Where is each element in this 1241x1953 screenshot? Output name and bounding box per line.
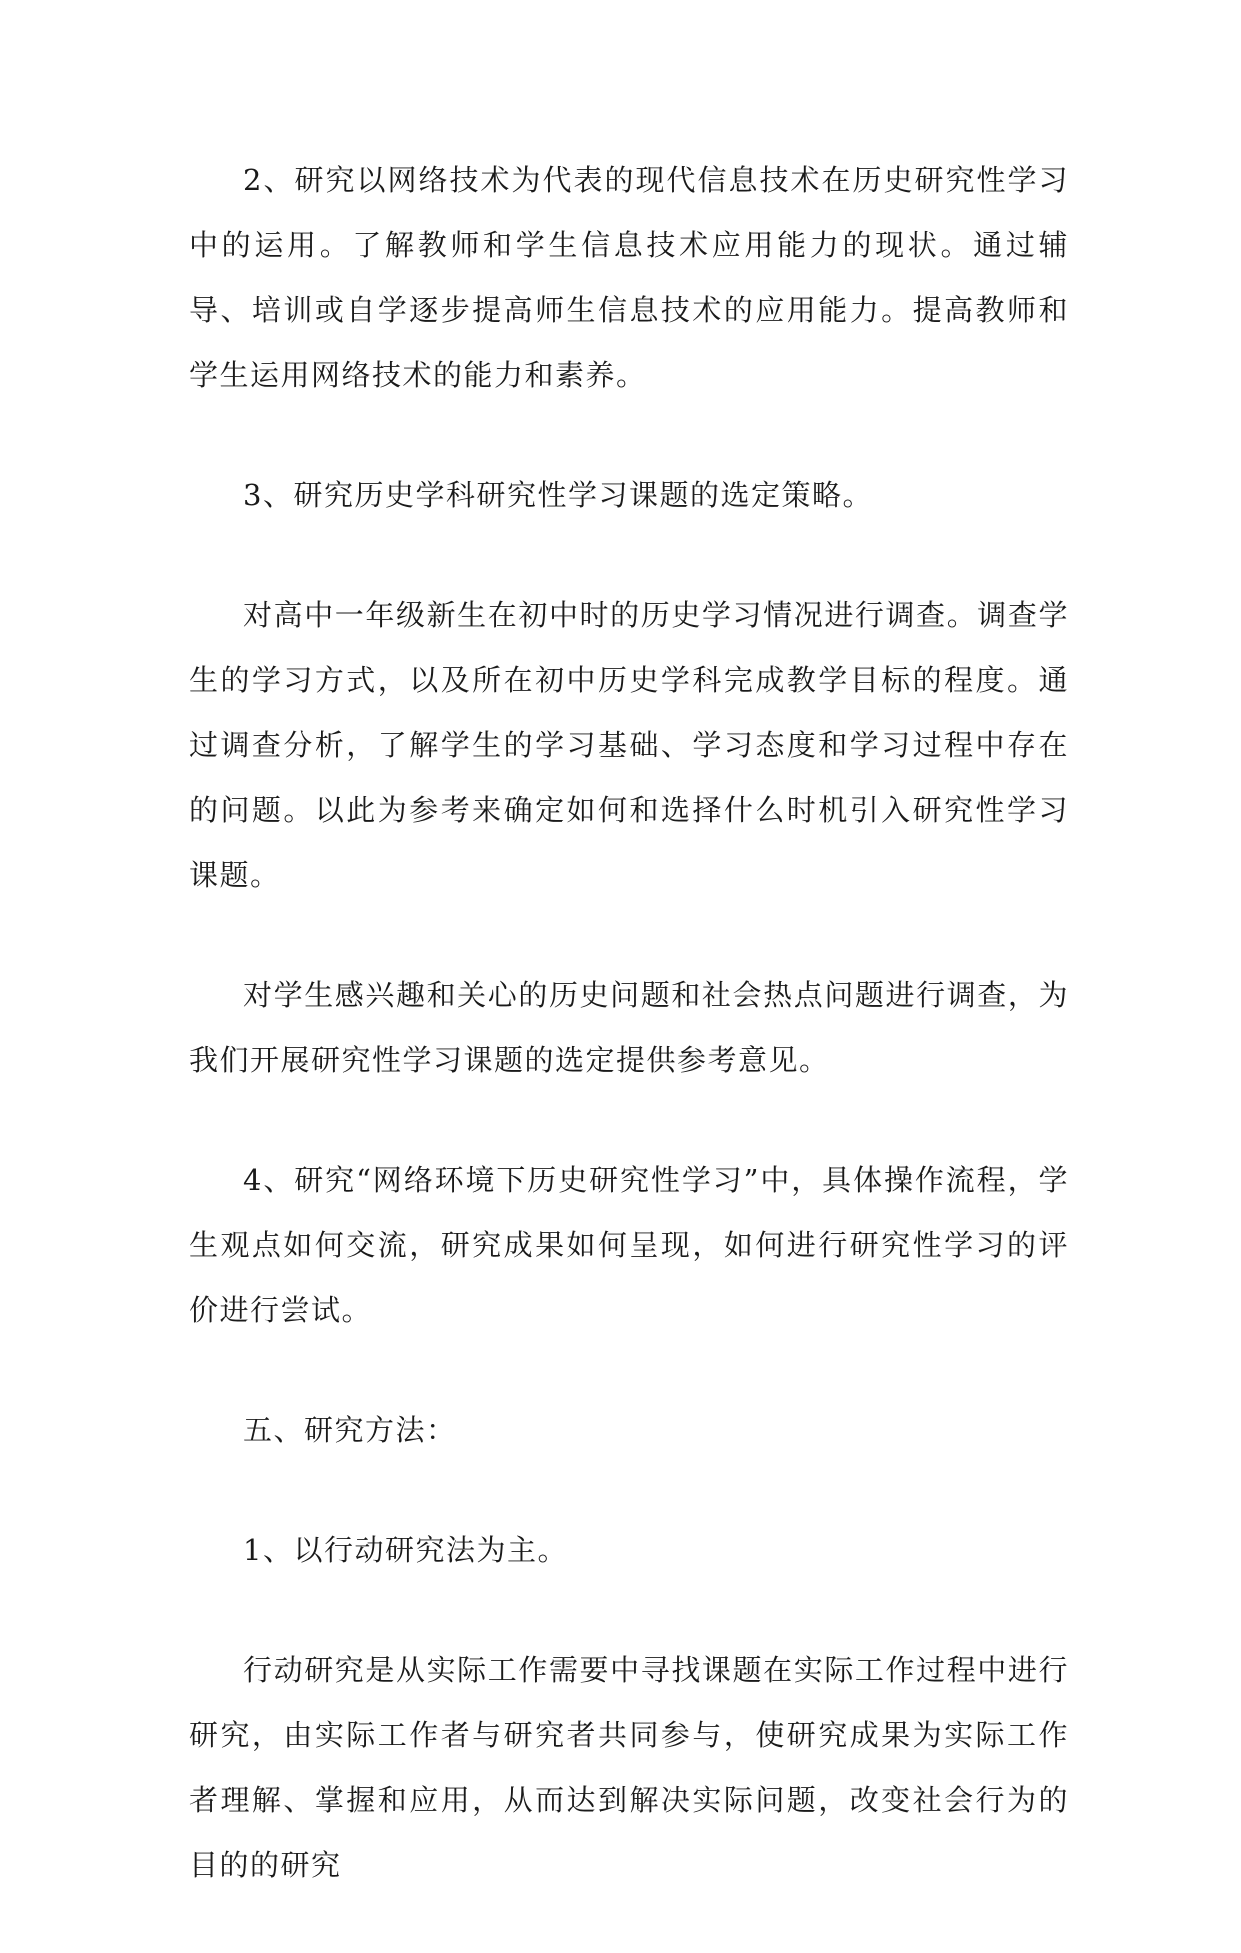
section-heading-research-methods: 五、研究方法： (243, 1413, 457, 1447)
paragraph-item-2: 2、研究以网络技术为代表的现代信息技术在历史研究性学习中的运用。了解教师和学生信息技术应用能力的现状。通过辅导、培训或自学逐步提高师生信息技术的应用能力。提高教师和学生运用网络技术的能力和素养。 (189, 163, 1069, 392)
paragraph-action-research: 行动研究是从实际工作需要中寻找课题在实际工作过程中进行研究，由实际工作者与研究者共同参与，使研究成果为实际工作者理解、掌握和应用，从而达到解决实际问题，改变社会行为的目的的研究 (189, 1653, 1069, 1882)
paragraph-method-1: 1、以行动研究法为主。 (243, 1533, 568, 1567)
paragraph-item-3: 3、研究历史学科研究性学习课题的选定策略。 (243, 478, 873, 512)
paragraph-item-4: 4、研究“网络环境下历史研究性学习”中，具体操作流程，学生观点如何交流，研究成果如何呈现，如何进行研究性学习的评价进行尝试。 (189, 1163, 1069, 1327)
paragraph-survey-freshmen: 对高中一年级新生在初中时的历史学习情况进行调查。调查学生的学习方式，以及所在初中历史学科完成教学目标的程度。通过调查分析，了解学生的学习基础、学习态度和学习过程中存在的问题。以此为参考来确定如何和选择什么时机引入研究性学习课题。 (189, 598, 1069, 892)
paragraph-survey-interests: 对学生感兴趣和关心的历史问题和社会热点问题进行调查，为我们开展研究性学习课题的选定提供参考意见。 (189, 978, 1069, 1077)
document-body (189, 148, 1069, 1953)
